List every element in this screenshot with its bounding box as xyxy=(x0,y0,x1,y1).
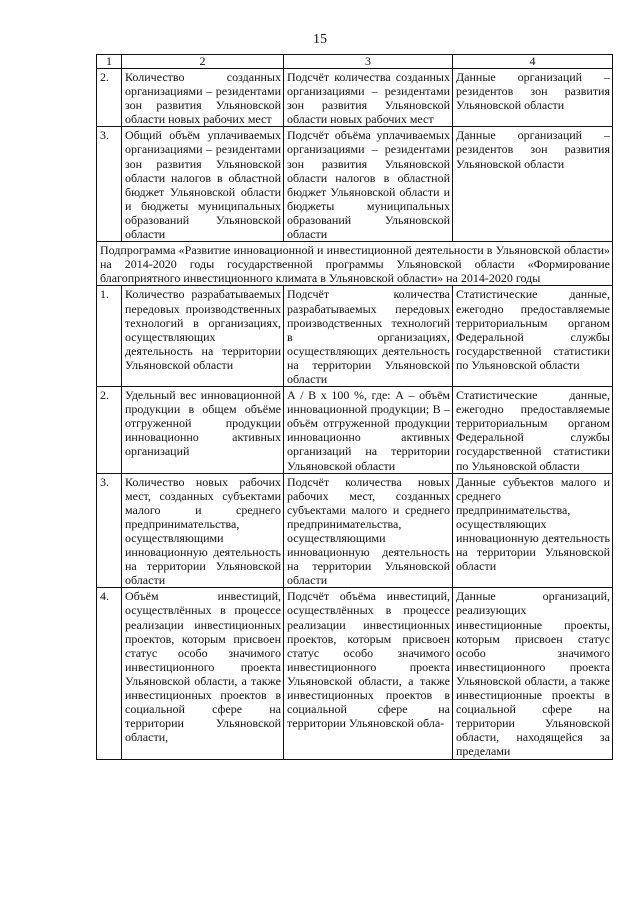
source-cell: Данные организаций – резидентов зон развития Ульяновской области xyxy=(453,69,613,127)
table-row xyxy=(97,588,613,759)
source-cell: Данные организаций, реализующих инвестиционные проекты, которым присвоен статус особо значимого инвестиционного проекта Ульяновской области, а также инвестиционные проекты в социальной сфере на территории Ульяновской области, находящейся за пределами xyxy=(453,588,613,759)
table-row xyxy=(97,127,613,242)
row-number: 3. xyxy=(97,473,122,588)
indicator-cell: Объём инвестиций, осуществлённых в процессе реализации инвестиционных проектов, которым присвоен статус особо значимого инвестиционного проекта Ульяновской области, а также инвестиционных проектов в социальной сфере на территории Ульяновской области, xyxy=(122,588,284,759)
row-number: 3. xyxy=(97,127,122,242)
method-cell: Подсчёт количества разрабатываемых передовых производственных технологий в организациях, осуществляющих деятельность на территории Ульяновской области xyxy=(284,286,453,387)
row-number: 2. xyxy=(97,387,122,474)
method-cell: Подсчёт количества созданных организациями – резидентами зон развития Ульяновской области новых рабочих мест xyxy=(284,69,453,127)
row-number: 4. xyxy=(97,588,122,759)
source-cell: Статистические данные, ежегодно предоставляемые территориальным органом Федеральной службы государственной статистики по Ульяновской области xyxy=(453,286,613,387)
indicators-table xyxy=(96,54,613,760)
column-header: 2 xyxy=(122,55,284,69)
table-row xyxy=(97,286,613,387)
indicator-cell: Количество созданных организациями – резидентами зон развития Ульяновской области новых рабочих мест xyxy=(122,69,284,127)
column-header: 1 xyxy=(97,55,122,69)
table-row xyxy=(97,69,613,127)
source-cell: Статистические данные, ежегодно предоставляемые территориальным органом Федеральной службы государственной статистики по Ульяновской области xyxy=(453,387,613,474)
method-cell: Подсчёт объёма уплачиваемых организациями – резидентами зон развития Ульяновской области налогов в областной бюджет Ульяновской области и бюджеты муниципальных образований Ульяновской области xyxy=(284,127,453,242)
column-header: 4 xyxy=(453,55,613,69)
column-header: 3 xyxy=(284,55,453,69)
page-number: 15 xyxy=(313,32,327,47)
indicator-cell: Удельный вес инновационной продукции в общем объёме отгруженной продукции инновационно активных организаций xyxy=(122,387,284,474)
method-cell: А / В х 100 %, где: А – объём инновационной продукции; В – объём отгруженной продукции инновационно активных организаций на территории Ульяновской области xyxy=(284,387,453,474)
table-header-row xyxy=(97,55,613,69)
subprogram-heading: Подпрограмма «Развитие инновационной и инвестиционной деятельности в Ульяновской области» на 2014-2020 годы государственной программы Ульяновской области «Формирование благоприятного инвестиционного климата в Ульяновской области» на 2014-2020 годы xyxy=(97,242,613,286)
subprogram-heading-row xyxy=(97,242,613,286)
method-cell: Подсчёт объёма инвестиций, осуществлённых в процессе реализации инвестиционных проектов, которым присвоен статус особо значимого инвестиционного проекта Ульяновской области, а также инвестиционных проектов в социальной сфере на территории Ульяновской обла- xyxy=(284,588,453,759)
source-cell: Данные организаций – резидентов зон развития Ульяновской области xyxy=(453,127,613,242)
table-row xyxy=(97,387,613,474)
indicator-cell: Количество новых рабочих мест, созданных субъектами малого и среднего предпринимательства, осуществляющими инновационную деятельность на территории Ульяновской области xyxy=(122,473,284,588)
source-cell: Данные субъектов малого и среднего предпринимательства, осуществляющих инновационную деятельность на территории Ульяновской области xyxy=(453,473,613,588)
method-cell: Подсчёт количества новых рабочих мест, созданных субъектами малого и среднего предпринимательства, осуществляющими инновационную деятельность на территории Ульяновской области xyxy=(284,473,453,588)
row-number: 2. xyxy=(97,69,122,127)
table-row xyxy=(97,473,613,588)
row-number: 1. xyxy=(97,286,122,387)
indicator-cell: Количество разрабатываемых передовых производственных технологий в организациях, осуществляющих деятельность на территории Ульяновской области xyxy=(122,286,284,387)
indicator-cell: Общий объём уплачиваемых организациями – резидентами зон развития Ульяновской области налогов в областной бюджет Ульяновской области и бюджеты муниципальных образований Ульяновской области xyxy=(122,127,284,242)
